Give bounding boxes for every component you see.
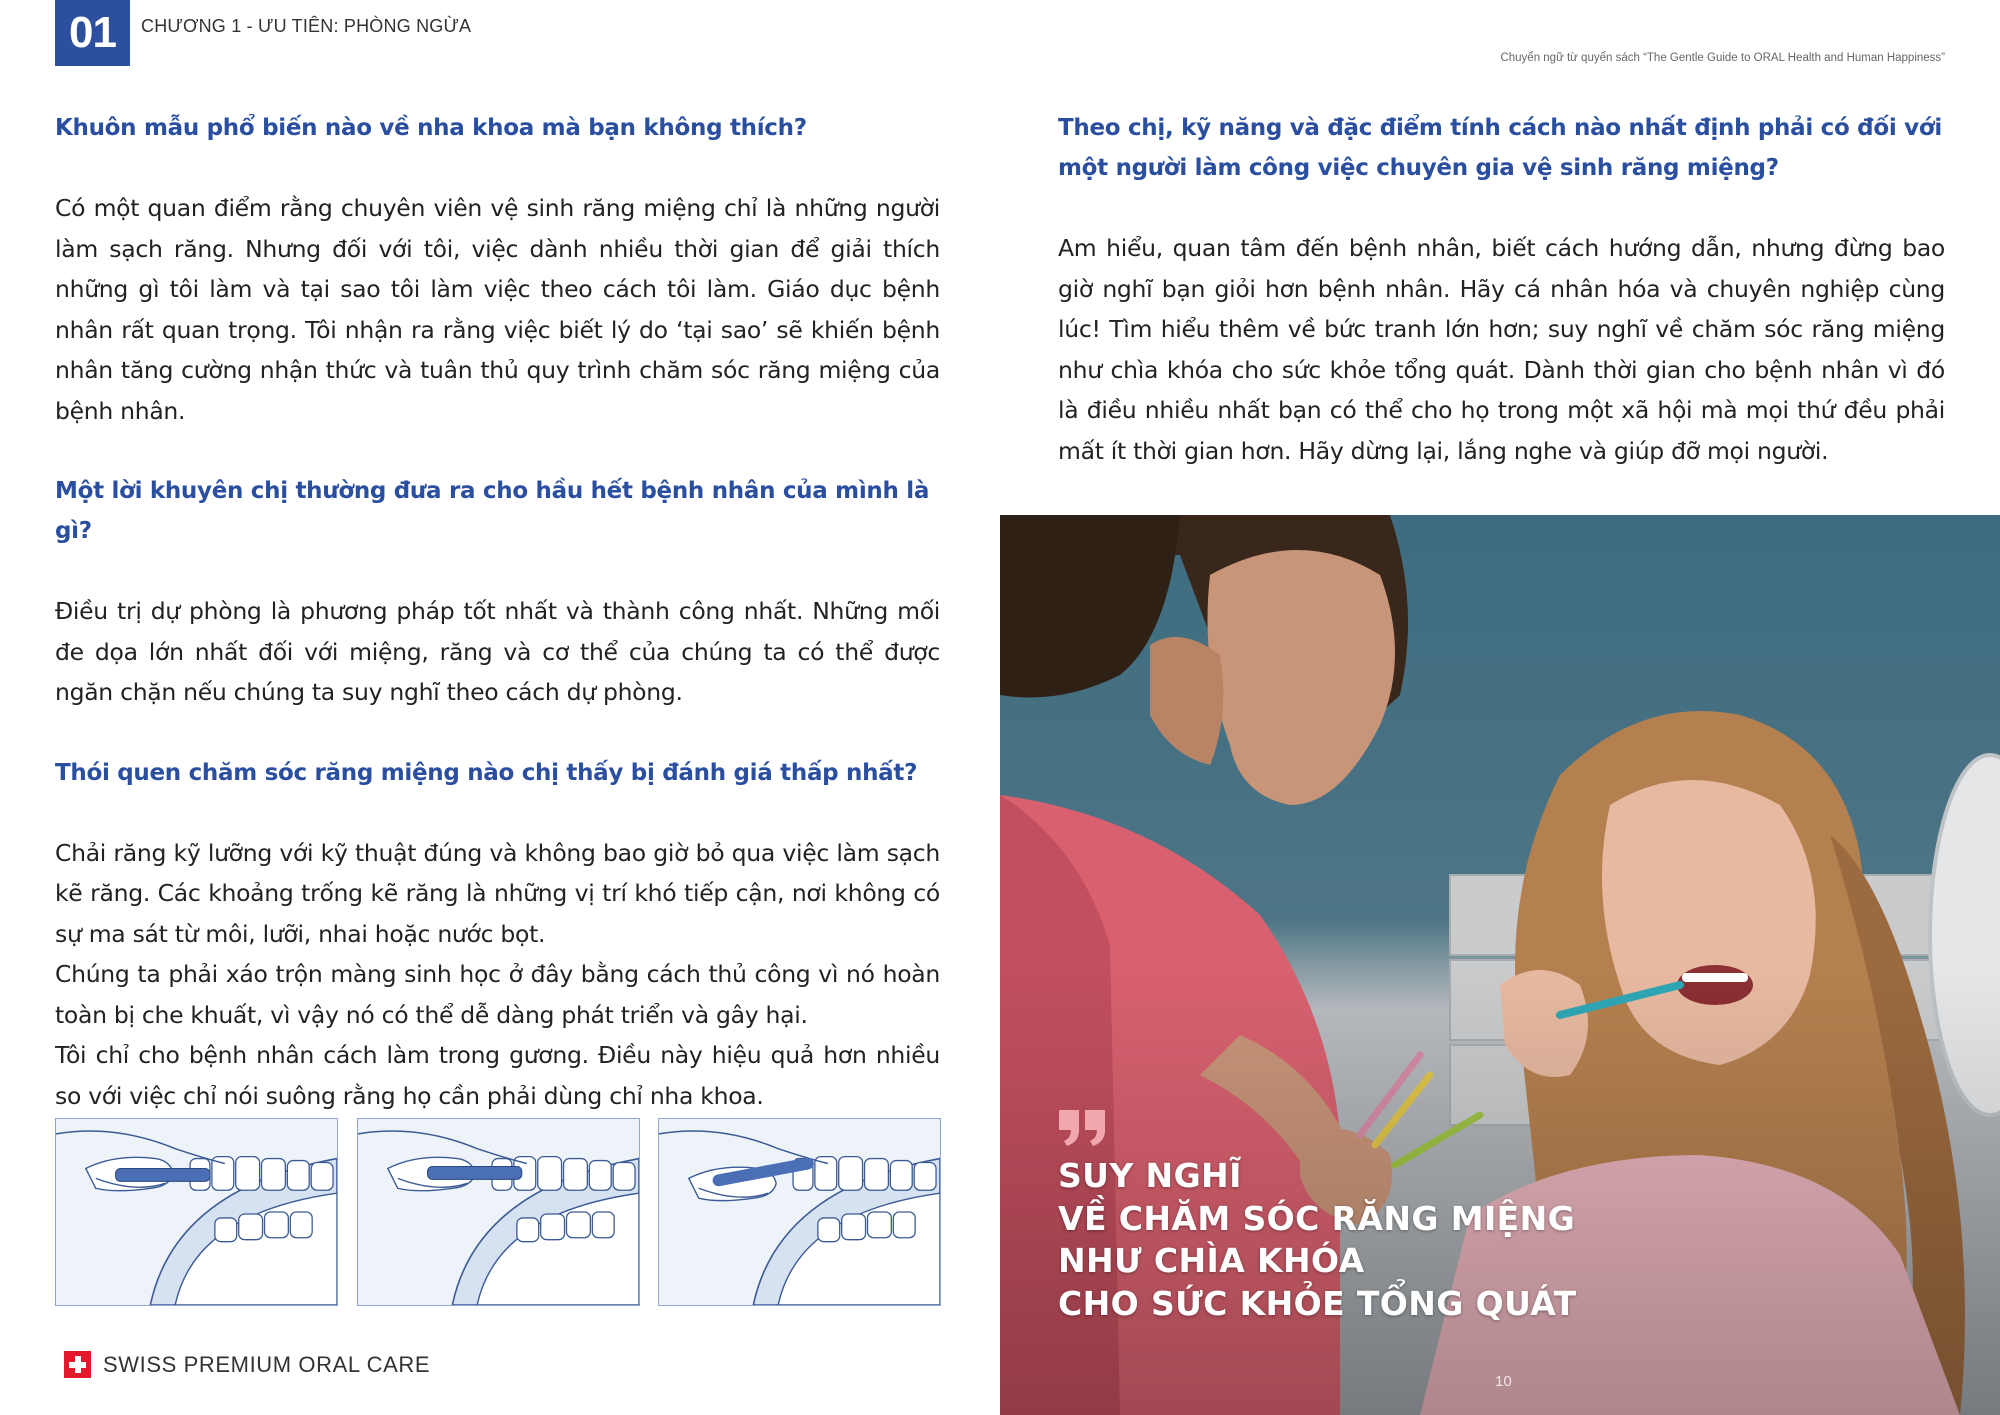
brand-footer <box>64 1351 430 1378</box>
answer-paragraph: Am hiểu, quan tâm đến bệnh nhân, biết cách hướng dẫn, nhưng đừng bao giờ nghĩ bạn giỏi hơn bệnh nhân. Hãy cá nhân hóa và chuyên nghiệp cùng lúc! Tìm hiểu thêm về bức tranh lớn hơn; suy nghĩ về chăm sóc răng miệng như chìa khóa cho sức khỏe tổng quát. Dành thời gian cho bệnh nhân vì đó là điều nhiều nhất bạn có thể cho họ trong một xã hội mà mọi thứ đều phải mất ít thời gian hơn. Hãy dừng lại, lắng nghe và giúp đỡ mọi người. <box>1058 234 1945 465</box>
question-heading: Khuôn mẫu phổ biến nào về nha khoa mà bạn không thích? <box>55 115 807 141</box>
chapter-title: CHƯƠNG 1 - ƯU TIÊN: PHÒNG NGỪA <box>141 16 472 36</box>
page-number: 10 <box>1495 1373 1512 1390</box>
illustration-step-2 <box>357 1118 640 1306</box>
source-note: Chuyển ngữ từ quyển sách “The Gentle Guide to ORAL Health and Human Happiness” <box>1500 52 1945 64</box>
swiss-flag-icon <box>64 1351 91 1378</box>
question-heading: Theo chị, kỹ năng và đặc điểm tính cách nào nhất định phải có đối với một người làm công việc chuyên gia vệ sinh răng miệng? <box>1058 115 1942 181</box>
answer-paragraph: Chúng ta phải xáo trộn màng sinh học ở đây bằng cách thủ công vì nó hoàn toàn bị che khuất, vì vậy nó có thể dễ dàng phát triển và gây hại. <box>55 960 940 1029</box>
answer-paragraph: Chải răng kỹ lưỡng với kỹ thuật đúng và không bao giờ bỏ qua việc làm sạch kẽ răng. Các khoảng trống kẽ răng là những vị trí khó tiếp cận, nơi không có sự ma sát từ môi, lưỡi, nhai hoặc nước bọt. <box>55 838 940 948</box>
answer-paragraph: Có một quan điểm rằng chuyên viên vệ sinh răng miệng chỉ là những người làm sạch răng. Nhưng đối với tôi, việc dành nhiều thời gian để giải thích những gì tôi làm và tại sao tôi làm việc theo cách tôi làm. Giáo dục bệnh nhân rất quan trọng. Tôi nhận ra rằng việc biết lý do ‘tại sao’ sẽ khiến bệnh nhân tăng cường nhận thức và tuân thủ quy trình chăm sóc răng miệng của bệnh nhân. <box>55 194 940 425</box>
left-column <box>55 108 940 1116</box>
illustration-step-1 <box>55 1118 338 1306</box>
pull-quote-line: VỀ CHĂM SÓC RĂNG MIỆNG <box>1058 1198 1576 1238</box>
pull-quote-line: CHO SỨC KHỎE TỔNG QUÁT <box>1058 1283 1577 1323</box>
interdental-brush-illustrations <box>55 1118 941 1308</box>
answer-paragraph: Điều trị dự phòng là phương pháp tốt nhất và thành công nhất. Những mối đe dọa lớn nhất đối với miệng, răng và cơ thể của chúng ta có thể được ngăn chặn nếu chúng ta suy nghĩ theo cách dự phòng. <box>55 597 940 706</box>
pull-quote <box>1058 1155 1577 1325</box>
pull-quote-line: SUY NGHĨ <box>1058 1156 1242 1195</box>
brand-name: SWISS PREMIUM ORAL CARE <box>103 1351 431 1377</box>
question-heading: Thói quen chăm sóc răng miệng nào chị thấy bị đánh giá thấp nhất? <box>55 759 918 786</box>
quotation-mark-icon <box>1057 1108 1109 1148</box>
question-heading: Một lời khuyên chị thường đưa ra cho hầu hết bệnh nhân của mình là gì? <box>55 478 930 544</box>
illustration-step-3 <box>658 1118 941 1306</box>
pull-quote-line: NHƯ CHÌA KHÓA <box>1058 1241 1365 1280</box>
right-column <box>1058 108 1945 471</box>
chapter-number-badge: 01 <box>55 0 130 66</box>
answer-paragraph: Tôi chỉ cho bệnh nhân cách làm trong gương. Điều này hiệu quả hơn nhiều so với việc chỉ nói suông rằng họ cần phải dùng chỉ nha khoa. <box>55 1041 940 1110</box>
